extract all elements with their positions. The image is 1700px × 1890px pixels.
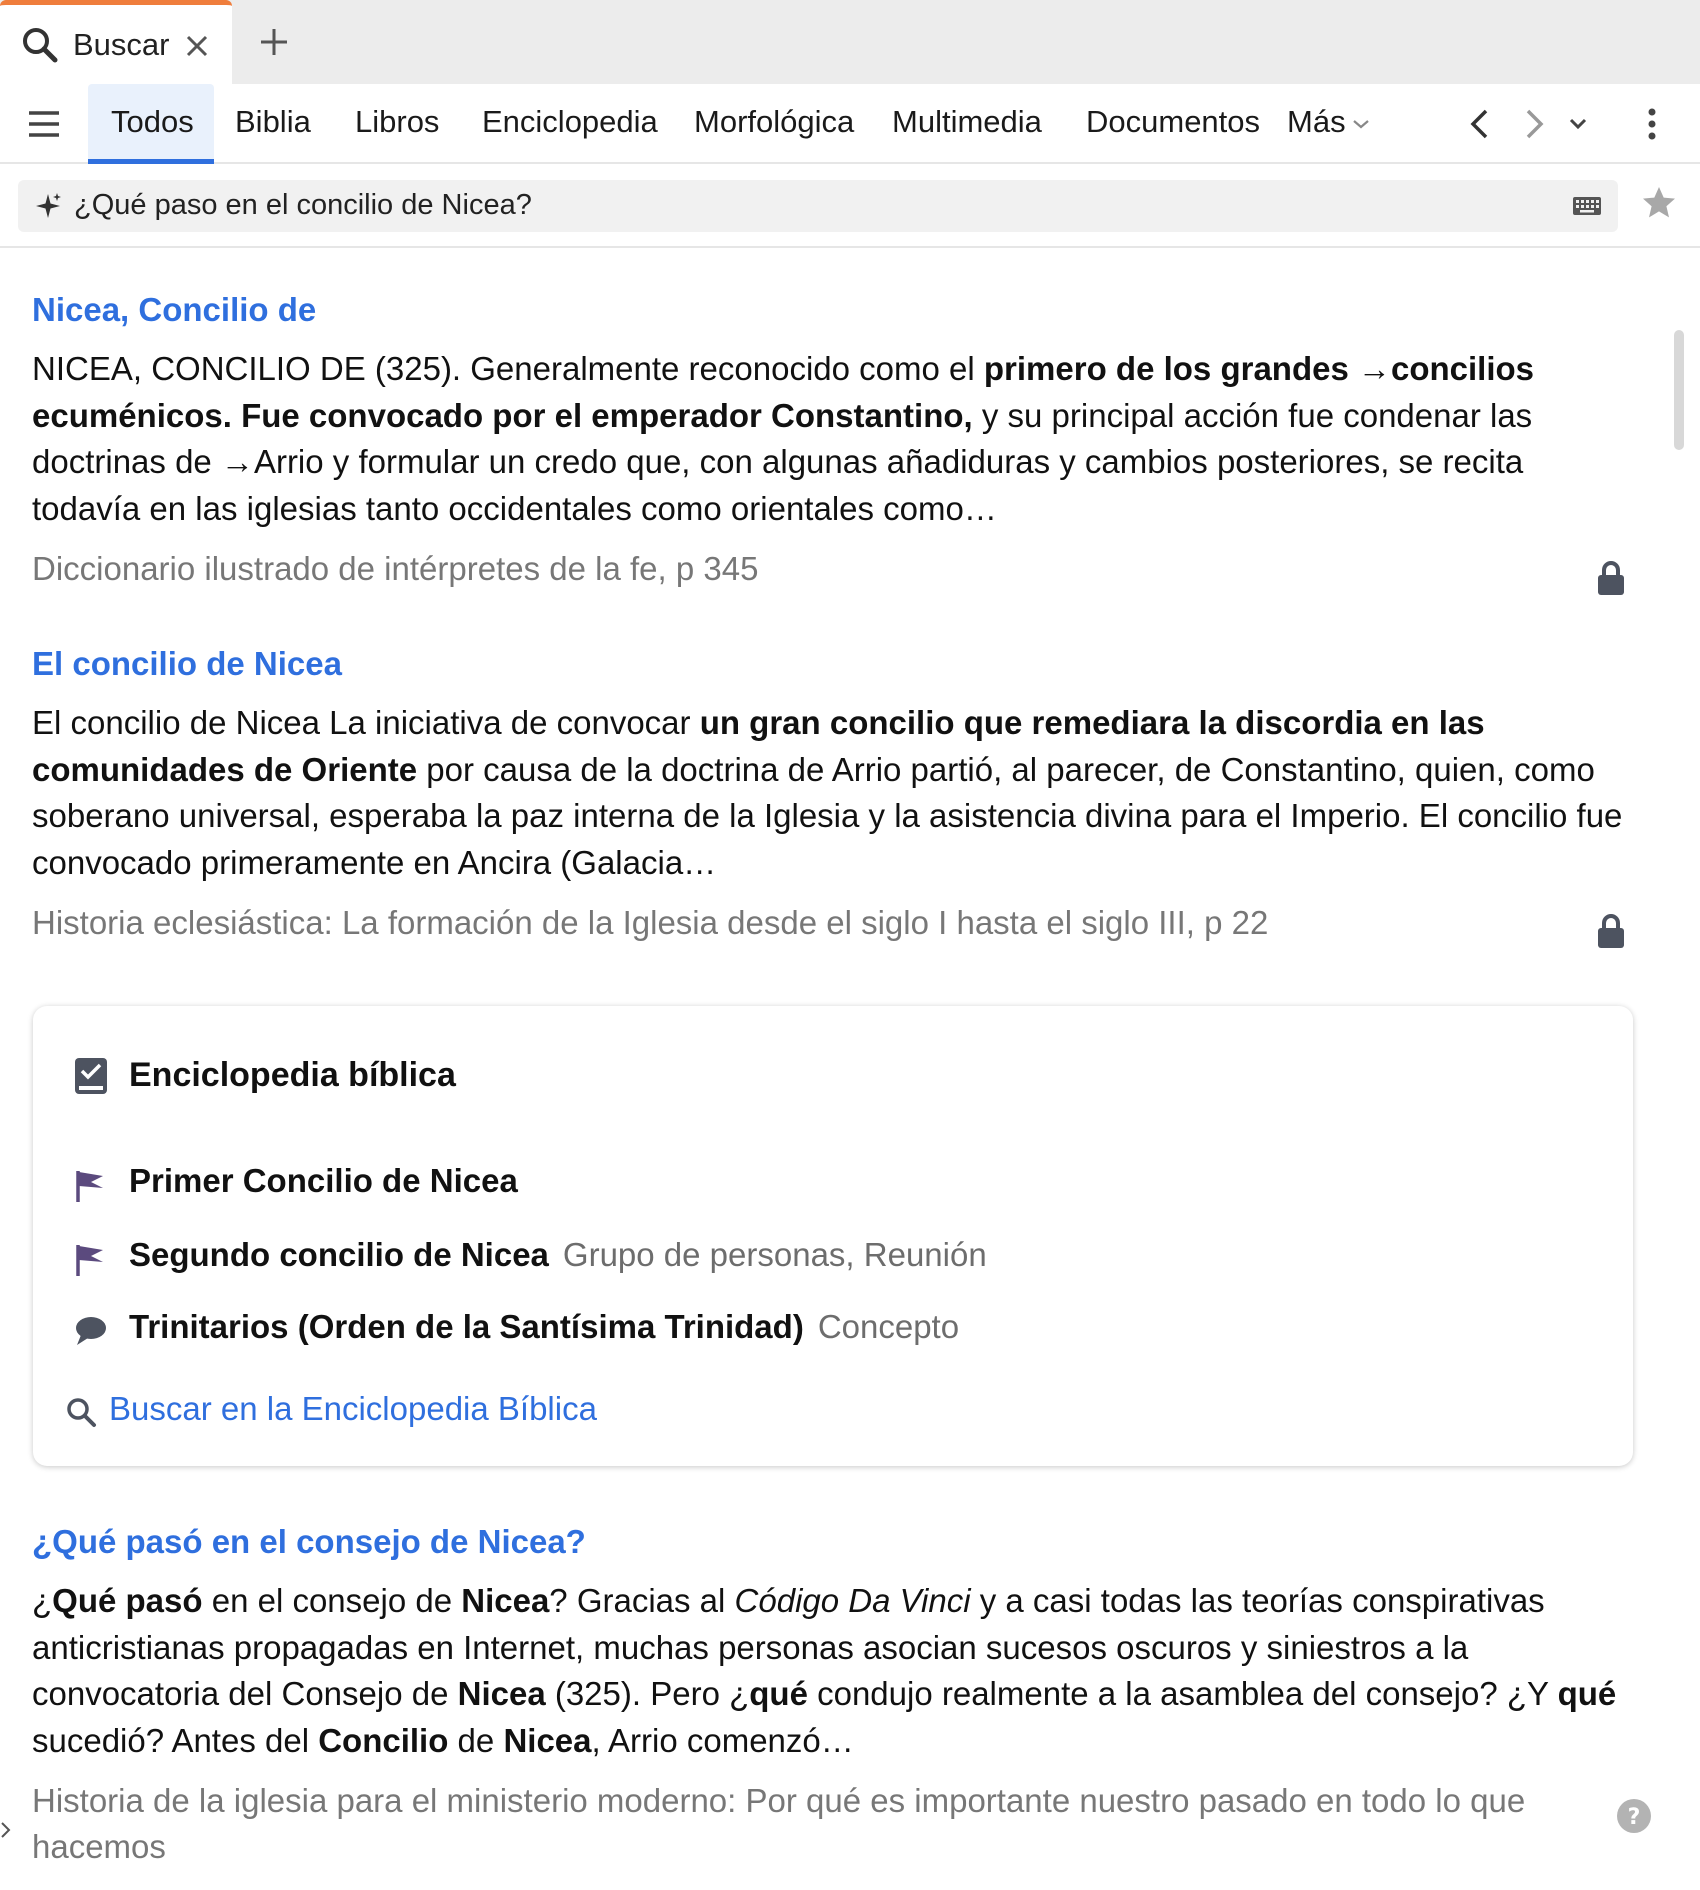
snippet-highlight: Nicea (503, 1721, 592, 1759)
tab-enciclopedia[interactable]: Enciclopedia (482, 104, 658, 139)
result-title[interactable]: ¿Qué pasó en el consejo de Nicea? (32, 1523, 586, 1560)
snippet-text: ? Gracias al (549, 1582, 735, 1619)
search-input[interactable] (18, 180, 1618, 232)
snippet-text: (325). Pero ¿ (545, 1675, 750, 1712)
plus-icon[interactable] (258, 26, 290, 58)
tab-libros[interactable]: Libros (355, 104, 440, 139)
snippet-text: por causa de la doctrina de Arrio partió, al parecer, de Constantino, quien, como soberano universal, esperaba la paz interna de la Iglesia y la asistencia divina para el Imperio. El concilio fue convocado primeramente en Ancira (Galacia… (32, 750, 1623, 881)
category-bar (0, 84, 1700, 164)
lock-icon (1596, 913, 1626, 949)
snippet-text: y su principal acción fue condenar las doctrinas de →Arrio y formular un credo que, con algunas añadiduras y cambios posteriores, se recita todavía en las iglesias tanto occidentales como orientales como… (32, 396, 1533, 527)
search-query: ¿Qué paso en el concilio de Nicea? (74, 189, 532, 221)
result-source[interactable]: Historia de la iglesia para el ministerio moderno: Por qué es importante nuestro pasado en todo lo que hacemos (32, 1782, 1526, 1865)
history-chevron-down-icon[interactable] (1560, 106, 1596, 142)
result-title[interactable]: El concilio de Nicea (32, 645, 342, 682)
tab-title: Buscar (73, 27, 170, 62)
flag-icon (73, 1242, 107, 1278)
forward-icon[interactable] (1516, 106, 1552, 142)
item-label: Primer Concilio de Nicea (129, 1162, 518, 1199)
result-source[interactable]: Historia eclesiástica: La formación de la Iglesia desde el siglo I hasta el siglo III, p 22 (32, 904, 1269, 941)
result-title[interactable]: Nicea, Concilio de (32, 291, 317, 328)
snippet-text: en el consejo de (202, 1582, 462, 1619)
result-source[interactable]: Diccionario ilustrado de intérpretes de la fe, p 345 (32, 550, 759, 587)
snippet-highlight: Nicea (461, 1582, 550, 1619)
snippet-text: condujo realmente a la asamblea del consejo? ¿Y (807, 1675, 1558, 1712)
snippet-text: , Arrio comenzó… (591, 1721, 854, 1759)
lock-icon (1596, 560, 1626, 596)
item-label: Segundo concilio de Nicea (129, 1236, 549, 1273)
tab-todos[interactable]: Todos (111, 104, 194, 139)
result-item (32, 642, 1632, 946)
keyboard-icon[interactable] (1572, 194, 1602, 218)
result-item (32, 1520, 1632, 1870)
speech-bubble-icon (73, 1314, 107, 1350)
snippet-text: de (448, 1721, 504, 1759)
snippet-highlight: Qué pasó (52, 1582, 203, 1619)
snippet-text: NICEA, CONCILIO DE (325). Generalmente reconocido como el (32, 350, 984, 387)
more-vertical-icon[interactable] (1634, 106, 1670, 142)
svg-text:?: ? (1627, 1805, 1641, 1830)
item-label: Trinitarios (Orden de la Santísima Trinidad) (129, 1308, 804, 1345)
tab-biblia[interactable]: Biblia (235, 104, 311, 139)
card-heading: Enciclopedia bíblica (129, 1056, 456, 1094)
snippet-highlight: qué (1557, 1675, 1617, 1712)
scrollbar-thumb[interactable] (1674, 330, 1684, 450)
snippet-text: ¿ (32, 1582, 53, 1619)
tab-mas-label: Más (1287, 104, 1346, 139)
snippet-highlight: primero de los grandes →concilios ecuménicos. Fue convocado por el emperador Constantino, (32, 350, 1535, 434)
chevron-down-icon (1352, 118, 1370, 130)
tab-search[interactable] (0, 0, 232, 84)
snippet-highlight: un gran concilio que remediara la discordia en las comunidades de Oriente (32, 704, 1485, 788)
tab-mas[interactable] (1287, 104, 1370, 140)
item-meta: Concepto (817, 1308, 960, 1345)
search-encyclopedia-link[interactable]: Buscar en la Enciclopedia Bíblica (109, 1390, 597, 1427)
sparkle-icon (34, 192, 62, 220)
tab-strip (0, 0, 1700, 84)
snippet-italic: Código Da Vinci (734, 1582, 971, 1619)
tab-morfologica[interactable]: Morfológica (694, 104, 855, 139)
snippet-highlight: Concilio (318, 1721, 449, 1759)
menu-icon[interactable] (26, 106, 62, 142)
snippet-text: El concilio de Nicea La iniciativa de convocar (32, 704, 700, 741)
search-icon (20, 25, 60, 65)
search-icon (65, 1396, 97, 1428)
chevron-right-icon[interactable] (0, 1818, 12, 1842)
back-icon[interactable] (1462, 106, 1498, 142)
star-icon[interactable] (1640, 184, 1678, 222)
flag-icon (73, 1168, 107, 1204)
snippet-highlight: Nicea (457, 1675, 546, 1712)
help-icon[interactable] (1616, 1798, 1652, 1834)
result-snippet (32, 1578, 1632, 1764)
close-icon[interactable] (184, 33, 210, 59)
tab-multimedia[interactable]: Multimedia (892, 104, 1042, 139)
snippet-text: sucedió? Antes del (32, 1721, 319, 1759)
item-meta: Grupo de personas, Reunión (562, 1236, 987, 1273)
result-snippet (32, 346, 1632, 532)
snippet-highlight: qué (749, 1675, 808, 1712)
result-snippet (32, 700, 1632, 886)
result-item (32, 288, 1632, 592)
snippet-text: y a casi todas las teorías conspirativas anticristianas propagadas en Internet, muchas personas asocian sucesos oscuros y siniestros a la convocatoria del Consejo de (32, 1582, 1545, 1712)
tab-documentos[interactable]: Documentos (1086, 104, 1261, 139)
book-check-icon (73, 1056, 109, 1096)
search-row (0, 164, 1700, 248)
encyclopedia-card (33, 1006, 1633, 1466)
